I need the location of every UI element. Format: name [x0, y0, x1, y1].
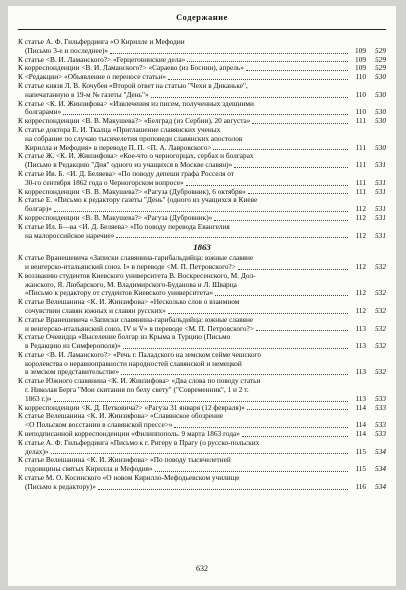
- entry-title-line: К статье Вранешевича «Записки славянина-гарибальдийца: южные славяне: [18, 315, 254, 324]
- entry-title: [18, 82, 350, 100]
- commentary-page-number: 531: [375, 186, 386, 196]
- entry-title-line: [18, 289, 350, 298]
- toc-entry: [18, 272, 386, 298]
- entry-title: [18, 38, 350, 56]
- source-page-number: 110: [355, 89, 366, 99]
- dot-leader: [215, 295, 348, 296]
- toc-entry: [18, 214, 386, 223]
- toc-entry: [18, 64, 386, 73]
- dot-leader: [168, 79, 348, 80]
- dot-leader: [186, 185, 348, 186]
- entry-title-line: К статье Велешанина <К. И. Жинзифова> «Славянское обозрение: [18, 412, 224, 421]
- entry-title-text: К корреспонденции <В. В. Макушева?> «Рагуза (Дубровник), 6 октября»: [18, 187, 246, 196]
- toc-entry: [18, 170, 386, 188]
- commentary-page-number: 530: [375, 116, 386, 126]
- entry-title-line: К статье Вранешевича «Записки славянина-гарибальдийца: южные славяне: [18, 254, 254, 263]
- entry-title-line: на собрание по случаю тысячелетия проповеди славянских апостолов: [25, 134, 243, 143]
- source-page-number: 109: [355, 63, 366, 73]
- commentary-page-number: 530: [375, 142, 386, 152]
- section-year-heading: 1863: [193, 242, 211, 253]
- toc-entry: [18, 73, 386, 82]
- dot-leader: [54, 211, 348, 212]
- entry-title-line: [18, 342, 350, 351]
- source-page-number: 109: [355, 45, 366, 55]
- commentary-page-number: 534: [375, 464, 386, 474]
- source-page-number: 113: [355, 323, 366, 333]
- toc-entry: [18, 474, 386, 492]
- header-rule: [18, 29, 386, 30]
- source-page-number: 114: [355, 429, 366, 439]
- source-page-number: 112: [355, 288, 366, 298]
- toc-entry: [18, 377, 386, 403]
- entry-title-line: [18, 368, 350, 377]
- dot-leader: [234, 167, 348, 168]
- commentary-page-number: 531: [375, 204, 386, 214]
- entry-title-text: 30-го сентября 1862 года о Черногорском вопросе»: [25, 178, 184, 187]
- source-page-number: 111: [355, 142, 366, 152]
- commentary-page-number: 530: [375, 107, 386, 117]
- toc-entry: [18, 439, 386, 457]
- dot-leader: [242, 436, 348, 437]
- entry-title: [18, 223, 350, 241]
- source-page-number: 111: [355, 177, 366, 187]
- source-page-number: 112: [355, 305, 366, 315]
- entry-title-line: [18, 465, 350, 474]
- entry-title: [18, 170, 350, 188]
- entry-title-line: [18, 448, 350, 457]
- commentary-page-number: 533: [375, 429, 386, 439]
- toc-entry: [18, 188, 386, 197]
- entry-title: [18, 456, 350, 474]
- toc-entry: [18, 56, 386, 65]
- commentary-page-number: 529: [375, 63, 386, 73]
- commentary-page-number: 529: [375, 45, 386, 55]
- entry-title: [18, 333, 350, 351]
- entry-title-line: К статье доктора Е. И. Ткалца «Приглашение славянских ученых: [18, 125, 221, 134]
- toc-entry: [18, 333, 386, 351]
- entry-title-text: «Письмо к редактору от студентов Киевского университета»: [25, 289, 214, 298]
- entry-title-line: [18, 117, 350, 126]
- entry-title-line: [18, 179, 350, 188]
- entry-title-line: [18, 214, 350, 223]
- commentary-page-number: 534: [375, 481, 386, 491]
- entry-title: [18, 474, 350, 492]
- dot-leader: [174, 427, 348, 428]
- entry-title: [18, 188, 350, 197]
- entry-title-line: [18, 430, 350, 439]
- entry-title: [18, 152, 350, 170]
- commentary-page-number: 532: [375, 367, 386, 377]
- commentary-page-number: 530: [375, 89, 386, 99]
- entry-title-text: <О Польском восстании в славянской прессе>»: [25, 421, 173, 430]
- entry-title: [18, 196, 350, 214]
- source-page-number: 113: [355, 341, 366, 351]
- entry-title-line: [18, 232, 350, 241]
- commentary-page-number: 531: [375, 160, 386, 170]
- entry-title-text: болгар)»: [25, 205, 52, 214]
- entry-title: [18, 298, 350, 316]
- commentary-page-number: 531: [375, 212, 386, 222]
- dot-leader: [246, 70, 348, 71]
- toc-entry: [18, 82, 386, 100]
- source-page-number: 112: [355, 261, 366, 271]
- toc-entry: [18, 196, 386, 214]
- entry-title-line: К статье М. О. Косинского «О новом Кирилло-Мефодьевском училище: [18, 474, 240, 483]
- entry-title: [18, 254, 350, 272]
- book-page: [8, 6, 396, 586]
- entry-title-line: К статье Южного славянина <К. И. Жинзифова> «Два слова по поводу статьи: [18, 377, 261, 386]
- source-page-number: 111: [355, 116, 366, 126]
- source-page-number: 115: [355, 464, 366, 474]
- entry-title-line: [18, 483, 350, 492]
- dot-leader: [123, 348, 348, 349]
- toc-entry: [18, 351, 386, 377]
- entry-title-line: [18, 404, 350, 413]
- entry-title-line: К статье Ж. <К. И. Жинзифова> «Кое-что о черногорцах, сербах и болгарах: [18, 152, 254, 161]
- entry-title: [18, 214, 350, 223]
- dot-leader: [214, 220, 348, 221]
- entry-title-text: К статье <В. И. Ламанского?> «Герцеговинские дела»: [18, 55, 186, 64]
- page-number: 632: [196, 564, 208, 574]
- toc-entry: [18, 404, 386, 413]
- source-page-number: 114: [355, 420, 366, 430]
- entry-title: [18, 117, 350, 126]
- dot-leader: [98, 489, 348, 490]
- entry-title-line: К статье А. Ф. Гильфердинга «О Кирилле и Мефодии: [18, 38, 185, 46]
- dot-leader: [213, 149, 348, 150]
- entry-title-text: Кирилла и Мефодия» в переводе П. П. <П. А. Лавровского>: [25, 143, 212, 152]
- entry-title-line: [18, 64, 350, 73]
- toc-entry: [18, 38, 386, 56]
- source-page-number: 113: [355, 393, 366, 403]
- entry-title-text: в земском представительстве»: [25, 368, 120, 377]
- entry-title-line: К статье Очевидца «Выселение болгар из Крыма в Турцию (Письмо: [18, 333, 231, 342]
- dot-leader: [110, 53, 348, 54]
- toc-group-1862: [18, 38, 386, 240]
- entry-title-line: [18, 421, 350, 430]
- toc-entry: [18, 126, 386, 152]
- commentary-page-number: 533: [375, 393, 386, 403]
- commentary-page-number: 533: [375, 402, 386, 412]
- running-header: Содержание: [176, 13, 228, 22]
- entry-title-line: К статье Ив. Б. <И. Д. Беляева> «По поводу депеши графа Росселя от: [18, 169, 235, 178]
- entry-title-text: К <Редакции> «Объявление о переносе статьи»: [18, 73, 167, 82]
- commentary-page-number: 532: [375, 288, 386, 298]
- commentary-page-number: 532: [375, 341, 386, 351]
- source-page-number: 111: [355, 186, 366, 196]
- entry-title-text: К корреспонденции <В. И. Ламанского?> «Сараево (из Боснии), апрель»: [18, 64, 244, 73]
- dot-leader: [51, 453, 348, 454]
- entry-title-text: болгарами»: [25, 108, 62, 117]
- commentary-page-number: 534: [375, 446, 386, 456]
- source-page-number: 116: [355, 481, 366, 491]
- entry-title-text: на малороссийское наречие»: [25, 231, 115, 240]
- entry-title: [18, 100, 350, 118]
- entry-title-text: и венгерско-итальянский союз. IV и V» в переводе <М. П. Петровского?>: [25, 324, 254, 333]
- entry-title-line: [18, 161, 350, 170]
- entry-title-text: (Письмо в Редакцию "Дня" одного из учащихся в Москве славян)»: [25, 161, 233, 170]
- entry-title-text: К корреспонденции <В. В. Макушева?> «Рагуза (Дубровник)»: [18, 213, 213, 222]
- entry-title-text: К корреспонденции <К. Д. Петковича?> «Рагуза 31 января (12 февраля)»: [18, 403, 245, 412]
- source-page-number: 112: [355, 230, 366, 240]
- entry-title-line: К статье Ил. Б—ва <И. Д. Беляева> «По поводу перевода Евангелия: [18, 222, 230, 231]
- toc-entry: [18, 117, 386, 126]
- entry-title-line: [18, 395, 350, 404]
- dot-leader: [168, 313, 348, 314]
- entry-title: [18, 412, 350, 430]
- entry-title-text: напечатанную в 19-м № газеты "День"»: [25, 90, 149, 99]
- entry-title: [18, 430, 350, 439]
- commentary-page-number: 532: [375, 305, 386, 315]
- entry-title: [18, 272, 350, 298]
- entry-title: [18, 404, 350, 413]
- entry-title-line: [18, 307, 350, 316]
- toc-entry: [18, 298, 386, 316]
- source-page-number: 114: [355, 402, 366, 412]
- entry-title-line: г. Николая Берга "Мои скитания по белу свету" ("Современник", 1 и 2 т.: [25, 386, 249, 395]
- entry-title-line: [18, 263, 350, 272]
- source-page-number: 115: [355, 446, 366, 456]
- entry-title: [18, 56, 350, 65]
- source-page-number: 109: [355, 54, 366, 64]
- commentary-page-number: 532: [375, 323, 386, 333]
- entry-title-text: К корреспонденции <В. В. Макушева?> «Белград (из Сербии), 20 августа»: [18, 117, 251, 126]
- commentary-page-number: 530: [375, 72, 386, 82]
- dot-leader: [116, 237, 348, 238]
- dot-leader: [54, 401, 349, 402]
- toc-entry: [18, 100, 386, 118]
- entry-title: [18, 73, 350, 82]
- commentary-page-number: 533: [375, 420, 386, 430]
- entry-title-line: К статье А. Ф. Гильфердинга «Письмо к г. Ригеру в Прагу (о русско-польских: [18, 438, 260, 447]
- dot-leader: [238, 269, 348, 270]
- toc-entry: [18, 412, 386, 430]
- entry-title: [18, 377, 350, 403]
- entry-title-line: К статье <В. И. Ламанского?> «Речь г. Паладского на земском сейме чешского: [18, 350, 262, 359]
- toc-entry: [18, 254, 386, 272]
- entry-title: [18, 439, 350, 457]
- toc-entry: [18, 456, 386, 474]
- entry-title-line: [18, 108, 350, 117]
- entry-title-line: К статье Е. «Письмо к редактору газеты "День" (одного из учащихся в Киеве: [18, 196, 258, 205]
- entry-title-line: [18, 91, 350, 100]
- toc-entry: [18, 430, 386, 439]
- entry-title-text: (Письмо 3-е и последнее)»: [25, 46, 109, 55]
- dot-leader: [247, 409, 348, 410]
- entry-title-text: делах)»: [25, 447, 49, 456]
- entry-title-line: [18, 205, 350, 214]
- source-page-number: 112: [355, 212, 366, 222]
- entry-title-line: [18, 56, 350, 65]
- dot-leader: [155, 471, 348, 472]
- entry-title-line: жанского, Я. Любарского, М. Владимирского-Буданова и Л. Шварца: [25, 280, 237, 289]
- entry-title-text: в Редакцию из Симферополя)»: [25, 342, 121, 351]
- entry-title-line: [18, 47, 350, 56]
- dot-leader: [151, 97, 348, 98]
- dot-leader: [121, 374, 348, 375]
- source-page-number: 110: [355, 72, 366, 82]
- entry-title-text: годовщины святых Кирилла и Мефодия»: [25, 465, 153, 474]
- entry-title: [18, 316, 350, 334]
- entry-title: [18, 351, 350, 377]
- entry-title-text: и венгерско-итальянский союз. I» в переводе <М. П. Петровского?>: [25, 262, 236, 271]
- dot-leader: [252, 123, 348, 124]
- dot-leader: [256, 330, 348, 331]
- entry-title: [18, 64, 350, 73]
- entry-title-text: (Письмо к редактору)»: [25, 482, 96, 491]
- source-page-number: 112: [355, 204, 366, 214]
- entry-title: [18, 126, 350, 152]
- entry-title-line: К статье <К. И. Жинзифова> «Извлечения из писем, полученных здешними: [18, 99, 254, 108]
- entry-title-line: [18, 73, 350, 82]
- entry-title-line: [18, 188, 350, 197]
- source-page-number: 113: [355, 367, 366, 377]
- entry-title-line: [18, 144, 350, 153]
- entry-title-line: королевства о неравноправности народностей славянской и немецкой: [25, 359, 242, 368]
- toc-group-1863: [18, 254, 386, 492]
- entry-title-line: К статье Велешанина <К. И. Жинзифова> «По поводу тысячелетней: [18, 456, 231, 465]
- entry-title-line: К воззванию студентов Киевского университета В. Воскресенского, М. Дол-: [18, 271, 256, 280]
- entry-title-text: К неподписанной корреспонденции «Филиппополь. 9 марта 1863 года»: [18, 430, 240, 439]
- dot-leader: [63, 114, 348, 115]
- source-page-number: 111: [355, 160, 366, 170]
- entry-title-line: [18, 325, 350, 334]
- commentary-page-number: 531: [375, 230, 386, 240]
- dot-leader: [248, 193, 348, 194]
- commentary-page-number: 531: [375, 177, 386, 187]
- entry-title-text: сочувствии славян южных и славян русских»: [25, 306, 166, 315]
- toc-entry: [18, 152, 386, 170]
- commentary-page-number: 529: [375, 54, 386, 64]
- dot-leader: [187, 61, 348, 62]
- toc-entry: [18, 316, 386, 334]
- source-page-number: 110: [355, 107, 366, 117]
- entry-title-line: К статье Велешанина <К. И. Жинзифова> «Несколько слов о взаимном: [18, 298, 240, 307]
- commentary-page-number: 532: [375, 261, 386, 271]
- entry-title-line: К статье князя Л. В. Кочубея «Второй ответ на статью "Чехи в Диканьке",: [18, 81, 248, 90]
- entry-title-text: 1863 г.)»: [25, 394, 52, 403]
- toc-entry: [18, 223, 386, 241]
- table-of-contents: [18, 38, 386, 492]
